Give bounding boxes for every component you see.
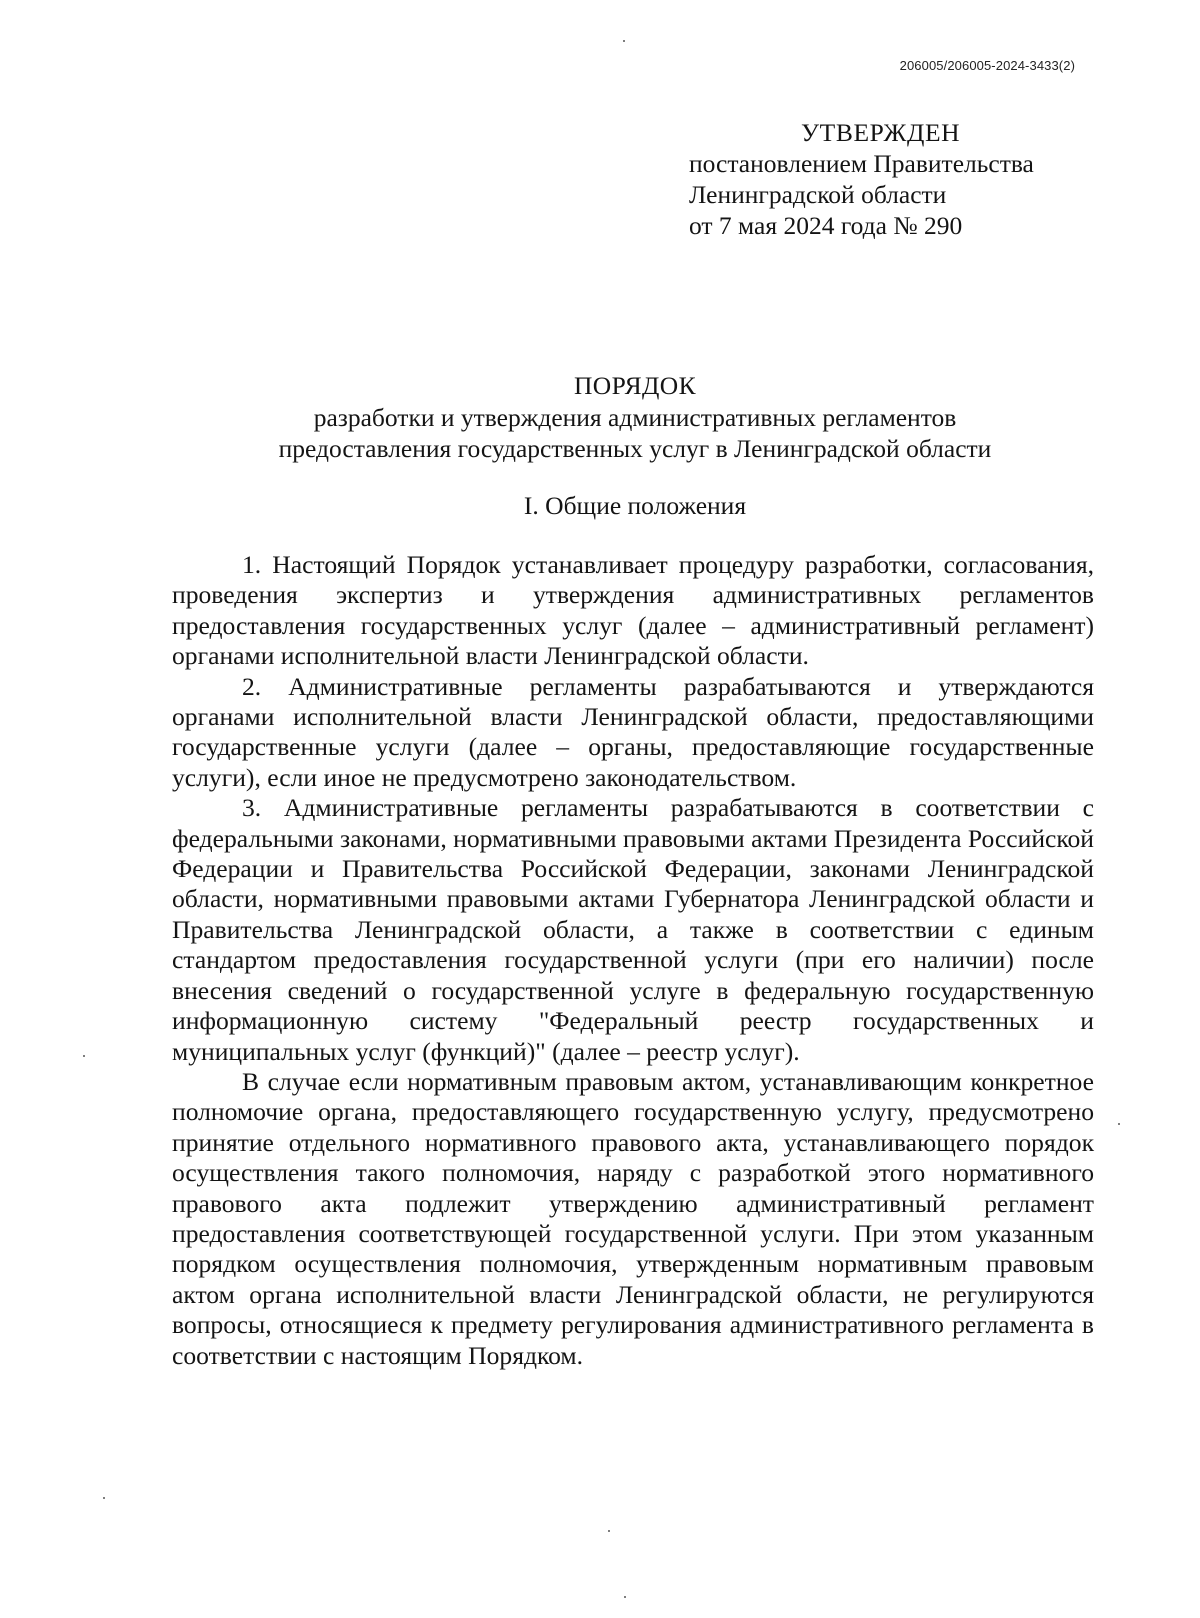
- document-subtitle: предоставления государственных услуг в Ленинградской области: [278, 434, 992, 463]
- paragraph: 3. Административные регламенты разрабатываются в соответствии с федеральными законами, нормативными правовыми актами Президента Российской Федерации и Правительства Российской Федерации, законами Ленинградской области, нормативными правовыми актами Губернатора Ленинградской области и Правительства Ленинградской области, а также в соответствии с единым стандартом предоставления государственной услуги (при его наличии) после внесения сведений о государственной услуге в федеральную государственную информационную систему "Федеральный реестр государственных и муниципальных услуг (функций)" (далее – реестр услуг).: [172, 793, 1094, 1066]
- approval-line: от 7 мая 2024 года № 290: [689, 211, 963, 240]
- paragraph: 1. Настоящий Порядок устанавливает процедуру разработки, согласования, проведения экспертиз и утверждения административных регламентов предоставления государственных услуг (далее – административный регламент) органами исполнительной власти Ленинградской области.: [172, 550, 1094, 671]
- approval-title: УТВЕРЖДЕН: [801, 118, 961, 147]
- scan-speck: [623, 40, 625, 42]
- approval-line: постановлением Правительства: [689, 149, 1034, 178]
- document-subtitle: разработки и утверждения административных регламентов: [313, 402, 957, 432]
- paragraph: 2. Административные регламенты разрабатываются и утверждаются органами исполнительной власти Ленинградской области, предоставляющими государственные услуги (далее – органы, предоставляющие государственные услуги), если иное не предусмотрено законодательством.: [172, 671, 1094, 792]
- document-title-block: [0, 370, 1200, 465]
- approval-line: Ленинградской области: [689, 180, 947, 209]
- document-body: [172, 550, 1094, 1371]
- scan-speck: [608, 1530, 610, 1532]
- approval-stamp: [689, 117, 1109, 241]
- document-title: ПОРЯДОК: [573, 371, 697, 400]
- document-id: 206005/206005-2024-3433(2): [899, 58, 1075, 73]
- scan-speck: [103, 1497, 105, 1499]
- scan-speck: [1118, 1123, 1120, 1125]
- scan-speck: [83, 1055, 85, 1057]
- scan-speck: [624, 1596, 626, 1598]
- paragraph: В случае если нормативным правовым актом, устанавливающим конкретное полномочие органа, предоставляющего государственную услугу, предусмотрено принятие отдельного нормативного правового акта, устанавливающего порядок осуществления такого полномочия, наряду с разработкой этого нормативного правового акта подлежит утверждению административный регламент предоставления соответствующей государственной услуги. При этом указанным порядком осуществления полномочия, утвержденным нормативным правовым актом органа исполнительной власти Ленинградской области, не регулируются вопросы, относящиеся к предмету регулирования административного регламента в соответствии с настоящим Порядком.: [172, 1066, 1094, 1370]
- section-heading: I. Общие положения: [523, 491, 747, 520]
